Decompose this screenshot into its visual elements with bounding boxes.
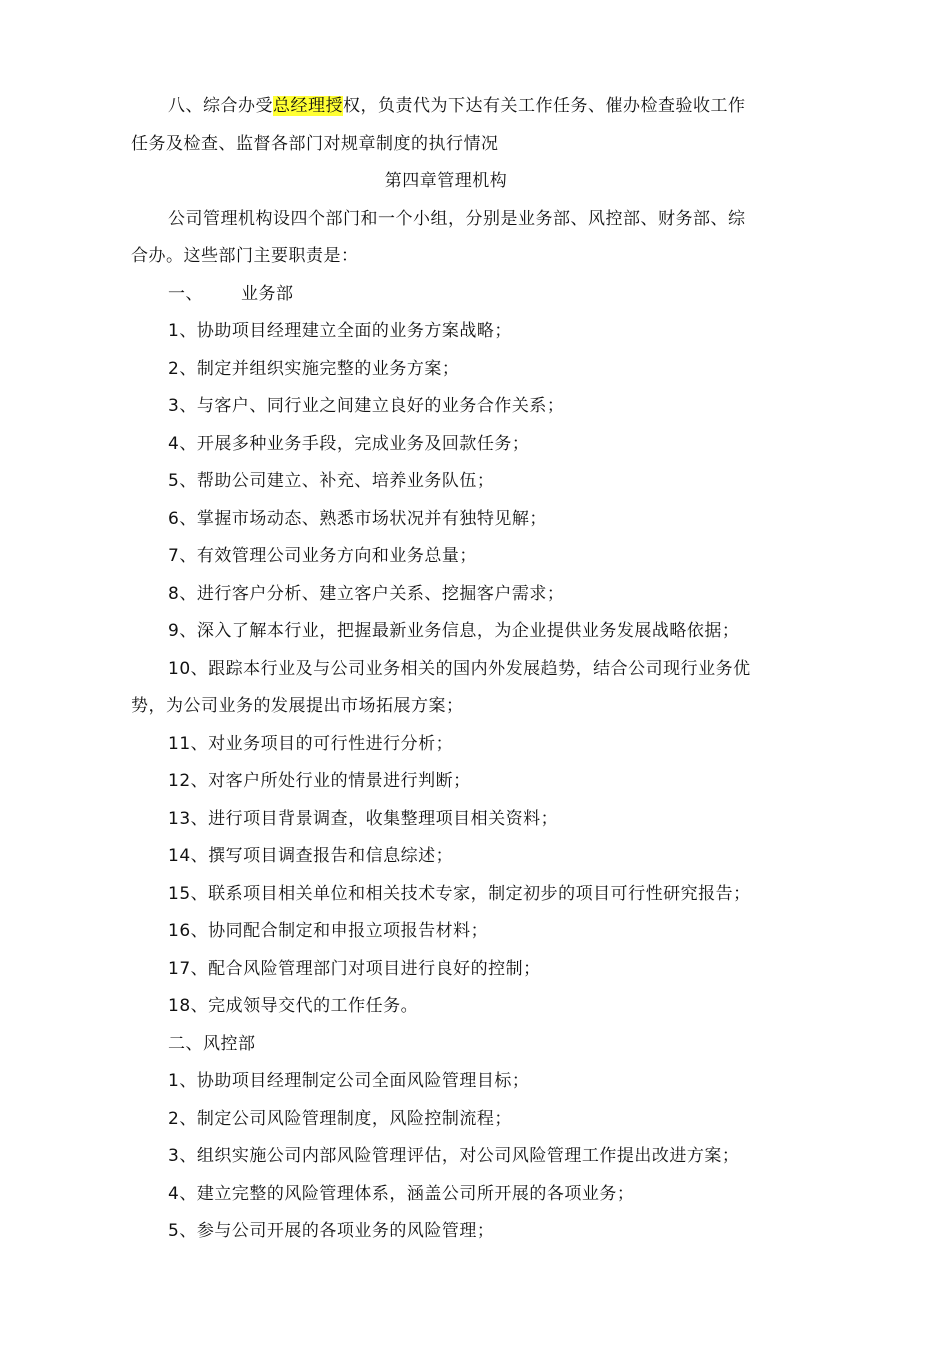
list-item: 6、掌握市场动态、熟悉市场状况并有独特见解； bbox=[168, 508, 547, 529]
list-item: 14、撰写项目调查报告和信息综述； bbox=[168, 846, 454, 866]
list-item: 15、联系项目相关单位和相关技术专家，制定初步的项目可行性研究报告； bbox=[168, 883, 751, 904]
intro-post: 权，负责代为下达有关工作任务、催办检查验收工作任务及检查、监督各部门对规章制度的执行情况 bbox=[131, 96, 746, 154]
list-item: 4、开展多种业务手段，完成业务及回款任务； bbox=[168, 433, 530, 454]
list-item: 10、跟踪本行业及与公司业务相关的国内外发展趋势，结合公司现行业务优势，为公司业务的发展提出市场拓展方案； bbox=[131, 658, 751, 716]
section-number: 一、 bbox=[168, 283, 203, 304]
list-item: 5、帮助公司建立、补充、培养业务队伍； bbox=[168, 471, 495, 491]
list-item: 3、组织实施公司内部风险管理评估，对公司风险管理工作提出改进方案； bbox=[168, 1146, 740, 1166]
list-item: 18、完成领导交代的工作任务。 bbox=[168, 996, 419, 1016]
list-item: 13、进行项目背景调查，收集整理项目相关资料； bbox=[168, 808, 559, 829]
list-item: 2、制定公司风险管理制度，风险控制流程； bbox=[168, 1108, 512, 1129]
list-item: 4、建立完整的风险管理体系，涵盖公司所开展的各项业务； bbox=[168, 1183, 635, 1204]
list-item: 12、对客户所处行业的情景进行判断； bbox=[168, 771, 471, 791]
list-item: 1、协助项目经理建立全面的业务方案战略； bbox=[168, 321, 512, 341]
intro-paragraph bbox=[131, 88, 761, 163]
business-duties-list bbox=[131, 313, 761, 1026]
intro-pre: 八、综合办受 bbox=[168, 96, 273, 116]
list-item: 9、深入了解本行业，把握最新业务信息，为企业提供业务发展战略依据； bbox=[168, 621, 740, 641]
section-heading-risk-control: 二、风控部 bbox=[168, 1033, 256, 1054]
chapter-title: 第四章管理机构 bbox=[384, 171, 508, 191]
list-item: 5、参与公司开展的各项业务的风险管理； bbox=[168, 1221, 495, 1241]
list-item: 1、协助项目经理制定公司全面风险管理目标； bbox=[168, 1071, 530, 1091]
list-item: 17、配合风险管理部门对项目进行良好的控制； bbox=[168, 958, 541, 979]
text-column bbox=[131, 88, 761, 1251]
list-item: 2、制定并组织实施完整的业务方案； bbox=[168, 358, 460, 379]
section-title: 业务部 bbox=[241, 283, 294, 304]
list-item: 8、进行客户分析、建立客户关系、挖掘客户需求； bbox=[168, 583, 565, 604]
chapter-intro-paragraph: 公司管理机构设四个部门和一个小组，分别是业务部、风控部、财务部、综合办。这些部门主要职责是： bbox=[131, 208, 746, 266]
section-heading-business bbox=[131, 276, 761, 314]
highlighted-text: 总经理授 bbox=[273, 96, 343, 116]
list-item: 16、协同配合制定和申报立项报告材料； bbox=[168, 921, 489, 941]
list-item: 7、有效管理公司业务方向和业务总量； bbox=[168, 546, 477, 566]
list-item: 3、与客户、同行业之间建立良好的业务合作关系； bbox=[168, 396, 565, 416]
risk-control-duties-list bbox=[131, 1063, 761, 1251]
list-item: 11、对业务项目的可行性进行分析； bbox=[168, 733, 454, 754]
